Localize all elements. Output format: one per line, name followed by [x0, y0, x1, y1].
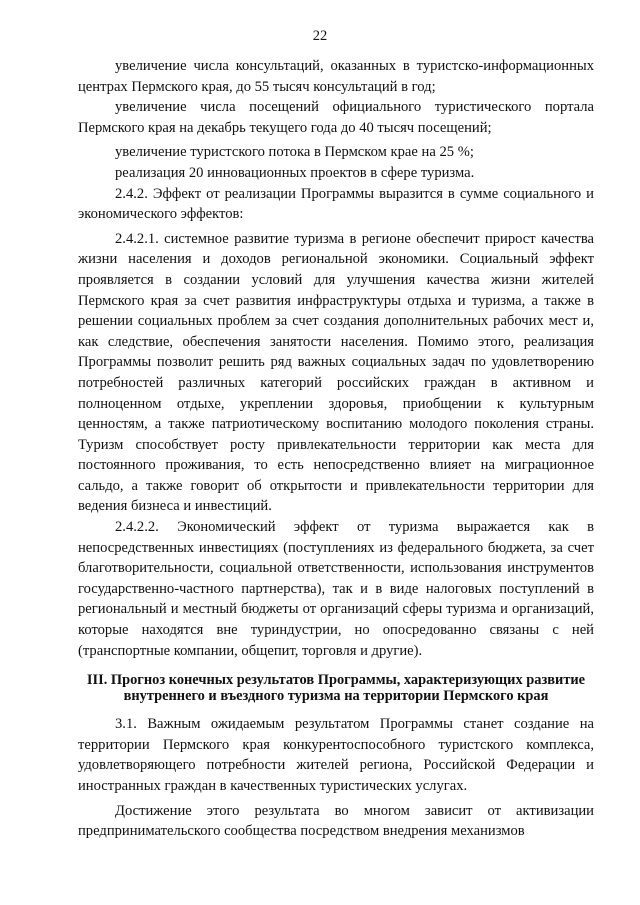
paragraph-effect-summary: 2.4.2. Эффект от реализации Программы выразится в сумме социального и экономического эффектов: — [78, 185, 594, 223]
paragraph-innovation-projects: реализация 20 инновационных проектов в сфере туризма. — [115, 164, 475, 181]
section-heading: III. Прогноз конечных результатов Программы, характеризующих развитие внутреннего и въездного туризма на территории Пермского края — [86, 672, 586, 704]
paragraph-expected-result: 3.1. Важным ожидаемым результатом Программы станет создание на территории Пермского края конкурентоспособного туристского комплекса, удовлетворяющего потребности жителей региона, Российской Федерации и иностранных граждан в качественных туристических услугах. — [78, 716, 594, 794]
paragraph-social-effect: 2.4.2.1. системное развитие туризма в регионе обеспечит прирост качества жизни населения и доходов региональной экономики. Социальный эффект проявляется в создании условий для улучшения качества жизни жителей Пермского края за счет развития инфраструктуры отдыха и туризма, а также в решении социальных проблем за счет создания дополнительных рабочих мест и, как следствие, обеспечения занятости населения. Помимо этого, реализация Программы позволит решить ряд важных социальных задач по удовлетворению потребностей различных категорий российских граждан в активном и полноценном отдыхе, укреплении здоровья, приобщении к культурным ценностям, а также патриотическому воспитанию молодого поколения страны. Туризм способствует росту привлекательности территории как места для постоянного проживания, то есть непосредственно влияет на миграционное сальдо, а также говорит об открытости и привлекательности территории для ведения бизнеса и инвестиций. — [78, 230, 594, 515]
paragraph-consultations: увеличение числа консультаций, оказанных в туристско-информационных центрах Пермского края, до 55 тысяч консультаций в год; — [78, 58, 594, 95]
paragraph-achievement: Достижение этого результата во многом зависит от активизации предпринимательского сообщества посредством внедрения механизмов — [78, 802, 594, 840]
paragraph-portal-visits: увеличение числа посещений официального туристического портала Пермского края на декабрь текущего года до 40 тысяч посещений; — [78, 99, 594, 136]
paragraph-economic-effect: 2.4.2.2. Экономический эффект от туризма выражается как в непосредственных инвестициях (поступлениях из федерального бюджета, за счет благотворительности, социальной ответственности, использования инструментов государственно-частного партнерства), так и в виде налоговых поступлений в региональный и местный бюджеты от организаций сферы туризма и организаций, которые находятся вне туриндустрии, но опосредованно связаны с ней (транспортные компании, общепит, торговля и другие). — [78, 519, 594, 659]
page-number: 22 — [312, 28, 328, 44]
paragraph-tourist-flow: увеличение туристского потока в Пермском крае на 25 %; — [115, 144, 474, 161]
document-body — [78, 56, 594, 842]
